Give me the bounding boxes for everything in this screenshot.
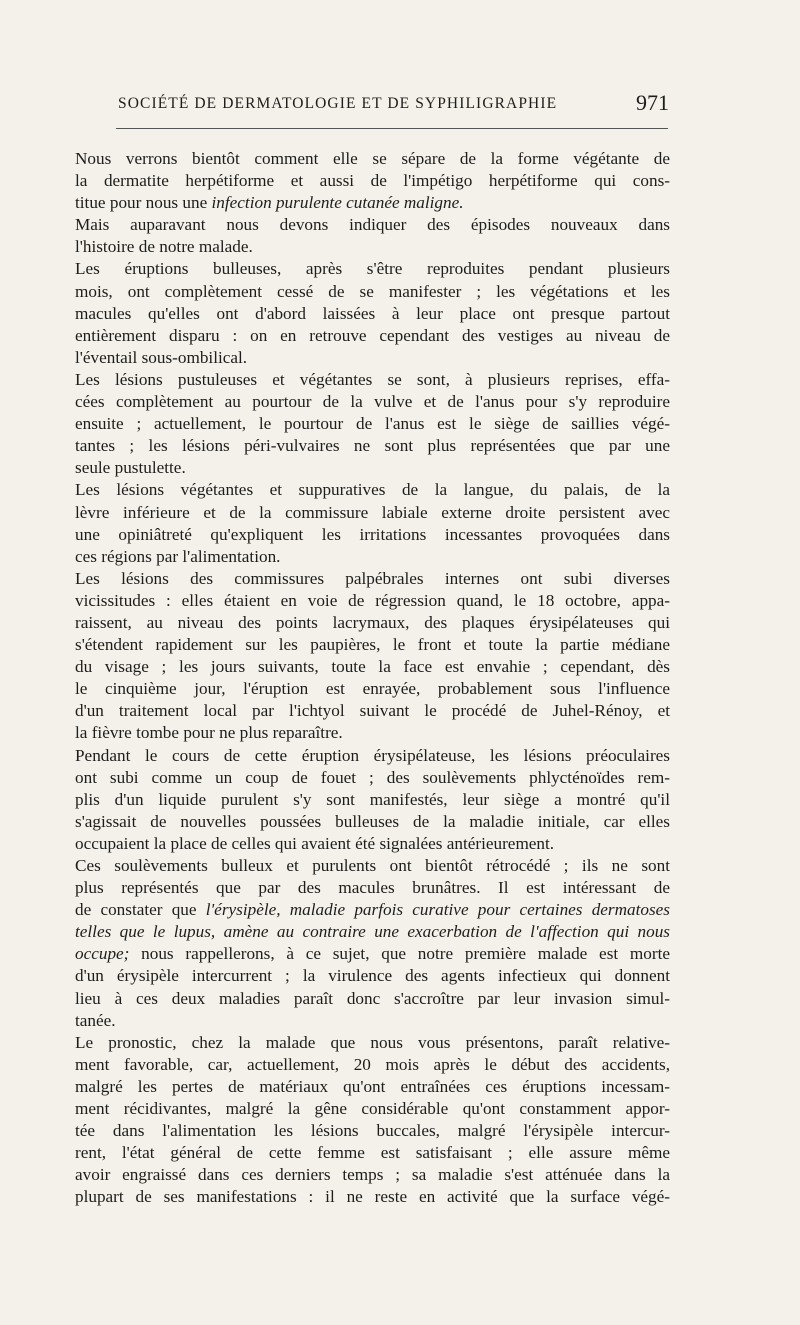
text-line <box>60 192 670 214</box>
text-line: avoir engraissé dans ces derniers temps ; sa maladie s'est atténuée dans la <box>75 1165 670 1185</box>
paragraph-3 <box>60 258 670 368</box>
paragraph-2 <box>60 214 670 258</box>
text-line: plus représentés que par des macules brunâtres. Il est intéressant de <box>75 878 670 898</box>
text-line: s'étendent rapidement sur les paupières, le front et toute la partie médiane <box>75 635 670 655</box>
header-rule <box>116 128 668 129</box>
text-line: tanée. <box>75 1010 116 1030</box>
text-line: ont subi comme un coup de fouet ; des soulèvements phlycténoïdes rem- <box>75 767 670 787</box>
text-line: d'un érysipèle intercurrent ; la virulence des agents infectieux qui donnent <box>75 966 670 986</box>
text-line: Ces soulèvements bulleux et purulents ont bientôt rétrocédé ; ils ne sont <box>75 856 670 875</box>
text-line <box>60 943 670 965</box>
text-line: ment favorable, car, actuellement, 20 mois après le début des accidents, <box>75 1054 670 1074</box>
text-line: s'agissait de nouvelles poussées bulleuses de la maladie initiale, car elles <box>75 811 670 831</box>
text-line: d'un traitement local par l'ichtyol suivant le procédé de Juhel-Rénoy, et <box>75 701 670 721</box>
running-header-title: SOCIÉTÉ DE DERMATOLOGIE ET DE SYPHILIGRAPHIE <box>118 95 558 112</box>
italic-phrase: infection purulente cutanée maligne. <box>211 193 464 213</box>
text-line: Nous verrons bientôt comment elle se sépare de la forme végétante de <box>75 149 670 168</box>
text-line <box>60 899 670 921</box>
text-line: la dermatite herpétiforme et aussi de l'impétigo herpétiforme qui cons- <box>75 171 670 191</box>
text-line: l'histoire de notre malade. <box>75 237 253 257</box>
text-line: Pendant le cours de cette éruption érysipélateuse, les lésions préoculaires <box>75 745 670 765</box>
text-line: lieu à ces deux maladies paraît donc s'accroître par leur invasion simul- <box>75 988 670 1008</box>
text-line: mois, ont complètement cessé de se manifester ; les végétations et les <box>75 281 670 301</box>
text-span: nous rappellerons, à ce sujet, que notre première malade est morte <box>129 944 670 964</box>
paragraph-8 <box>60 855 670 1032</box>
text-line: Le pronostic, chez la malade que nous vous présentons, paraît relative- <box>75 1032 670 1052</box>
text-line: malgré les pertes de matériaux qu'ont entraînées ces éruptions incessam- <box>75 1076 670 1096</box>
text-line: une opiniâtreté qu'expliquent les irritations incessantes provoquées dans <box>75 524 670 544</box>
text-line: ces régions par l'alimentation. <box>75 546 281 566</box>
paragraph-4 <box>60 369 670 479</box>
text-line: l'éventail sous-ombilical. <box>75 347 248 367</box>
paragraph-1 <box>60 148 670 214</box>
text-line: Les lésions des commissures palpébrales internes ont subi diverses <box>75 568 670 588</box>
italic-phrase: l'érysipèle, maladie parfois curative pour certaines dermatoses <box>205 900 670 920</box>
text-line: Mais auparavant nous devons indiquer des épisodes nouveaux dans <box>75 215 670 235</box>
text-line: Les lésions végétantes et suppuratives de la langue, du palais, de la <box>75 480 670 500</box>
text-line: du visage ; les jours suivants, toute la face est envahie ; cependant, dès <box>75 657 670 677</box>
text-line: lèvre inférieure et de la commissure labiale externe droite persistent avec <box>75 502 670 522</box>
text-line: entièrement disparu : on en retrouve cependant des vestiges au niveau de <box>75 325 670 345</box>
text-line: cées complètement au pourtour de la vulve et de l'anus pour s'y reproduire <box>75 392 670 412</box>
text-line: la fièvre tombe pour ne plus reparaître. <box>75 723 343 743</box>
italic-phrase: occupe; <box>75 944 130 964</box>
text-line: le cinquième jour, l'éruption est enrayée, probablement sous l'influence <box>75 679 670 699</box>
text-line: telles que le lupus, amène au contraire une exacerbation de l'affection qui nous <box>75 922 670 942</box>
text-line: macules qu'elles ont d'abord laissées à leur place ont presque partout <box>75 303 670 323</box>
paragraph-5 <box>60 479 670 567</box>
text-line: raissent, au niveau des points lacrymaux, des plaques érysipélateuses qui <box>75 612 670 632</box>
text-line: ensuite ; actuellement, le pourtour de l'anus est le siège de saillies végé- <box>75 414 670 434</box>
paragraph-6 <box>60 568 670 745</box>
text-line: seule pustulette. <box>75 458 186 478</box>
text-line: plis d'un liquide purulent s'y sont manifestés, leur siège a montré qu'il <box>75 789 670 809</box>
text-line: plupart de ses manifestations : il ne reste en activité que la surface végé- <box>75 1187 670 1207</box>
text-line: occupaient la place de celles qui avaient été signalées antérieurement. <box>75 833 555 853</box>
paragraph-7 <box>60 745 670 855</box>
text-span: de constater que <box>75 900 206 920</box>
text-line: tée dans l'alimentation les lésions buccales, malgré l'érysipèle intercur- <box>75 1121 670 1141</box>
page-number: 971 <box>636 90 669 115</box>
text-span: titue pour nous une <box>75 193 212 213</box>
paragraph-9 <box>60 1032 670 1209</box>
text-line: Les éruptions bulleuses, après s'être reproduites pendant plusieurs <box>75 259 670 279</box>
text-line: ment récidivantes, malgré la gêne considérable qu'ont constamment appor- <box>75 1099 670 1119</box>
text-line: vicissitudes : elles étaient en voie de régression quand, le 18 octobre, appa- <box>75 590 670 610</box>
text-line: Les lésions pustuleuses et végétantes se sont, à plusieurs reprises, effa- <box>75 369 670 389</box>
text-line: rent, l'état général de cette femme est satisfaisant ; elle assure même <box>75 1143 670 1163</box>
body-text <box>60 148 670 1209</box>
text-line: tantes ; les lésions péri-vulvaires ne sont plus représentées que par une <box>75 436 670 456</box>
